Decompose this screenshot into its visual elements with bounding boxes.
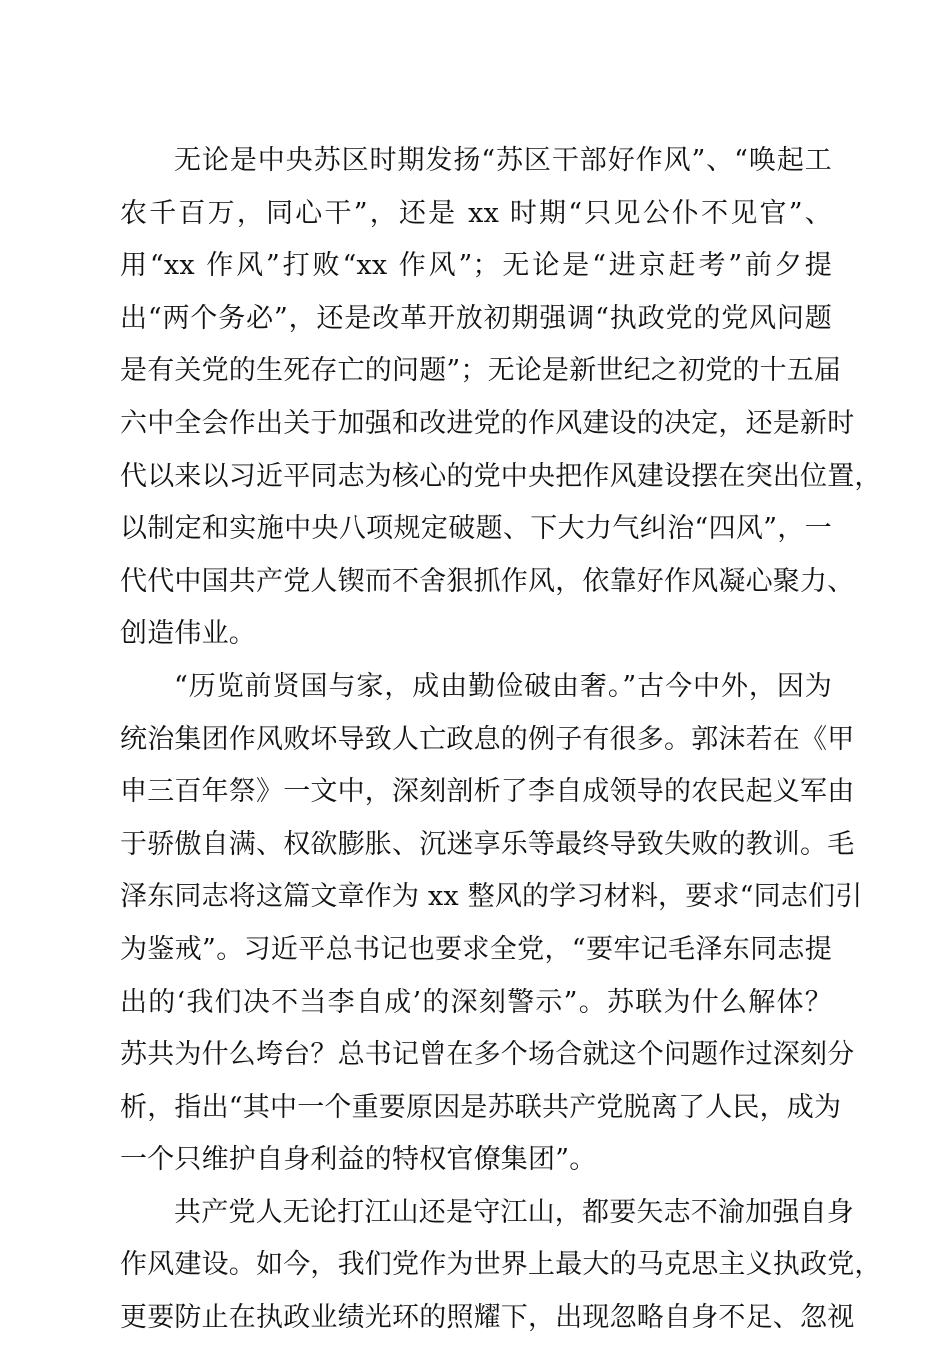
paragraph-3 [120,1187,882,1345]
paragraph-line: 以制定和实施中央八项规定破题、下大力气纠治“四风”，一 [120,513,832,545]
paragraph-line: 申三百年祭》一文中，深刻剖析了李自成领导的农民起义军由 [120,776,855,808]
paragraph-line: 泽东同志将这篇文章作为 xx 整风的学习材料，要求“同志们引 [120,881,863,913]
paragraph-line: 是有关党的生死存亡的问题”；无论是新世纪之初党的十五届 [120,355,842,387]
paragraph-line: 作风建设。如今，我们党作为世界上最大的马克思主义执政党， [120,1249,882,1281]
paragraph-line: 于骄傲自满、权欲膨胀、沉迷享乐等最终导致失败的教训。毛 [120,828,855,860]
paragraph-line: 创造伟业。 [120,618,256,650]
paragraph-line: 出的‘我们决不当李自成’的深刻警示”。苏联为什么解体？ [120,986,832,1018]
paragraph-line: 共产党人无论打江山还是守江山，都要矢志不渝加强自身 [174,1196,854,1228]
paragraph-2 [120,661,863,1187]
paragraph-line: 无论是中央苏区时期发扬“苏区干部好作风”、“唤起工 [174,145,832,176]
paragraph-line: 为鉴戒”。习近平总书记也要求全党，“要牢记毛泽东同志提 [120,933,832,965]
paragraph-line: 出“两个务必”，还是改革开放初期强调“执政党的党风问题 [120,302,832,334]
paragraph-line: 农千百万，同心干”，还是 xx 时期“只见公仆不见官”、 [120,197,832,229]
paragraph-line: 一个只维护自身利益的特权官僚集团”。 [120,1144,597,1176]
paragraph-1 [120,135,882,661]
paragraph-line: 苏共为什么垮台？总书记曾在多个场合就这个问题作过深刻分 [120,1039,855,1071]
paragraph-line: 代以来以习近平同志为核心的党中央把作风建设摆在突出位置， [120,460,882,492]
paragraph-line: “历览前贤国与家，成由勤俭破由奢。”古今中外，因为 [174,670,832,702]
paragraph-line: 六中全会作出关于加强和改进党的作风建设的决定，还是新时 [120,407,855,439]
paragraph-line: 代代中国共产党人锲而不舍狠抓作风，依靠好作风凝心聚力、 [120,565,855,597]
document-body [120,135,882,1345]
paragraph-line: 统治集团作风败坏导致人亡政息的例子有很多。郭沫若在《甲 [120,723,855,755]
paragraph-line: 更要防止在执政业绩光环的照耀下，出现忽略自身不足、忽视 [120,1302,855,1334]
paragraph-line: 用“xx 作风”打败“xx 作风”；无论是“进京赶考”前夕提 [120,250,832,282]
paragraph-line: 析，指出“其中一个重要原因是苏联共产党脱离了人民，成为 [120,1091,842,1123]
